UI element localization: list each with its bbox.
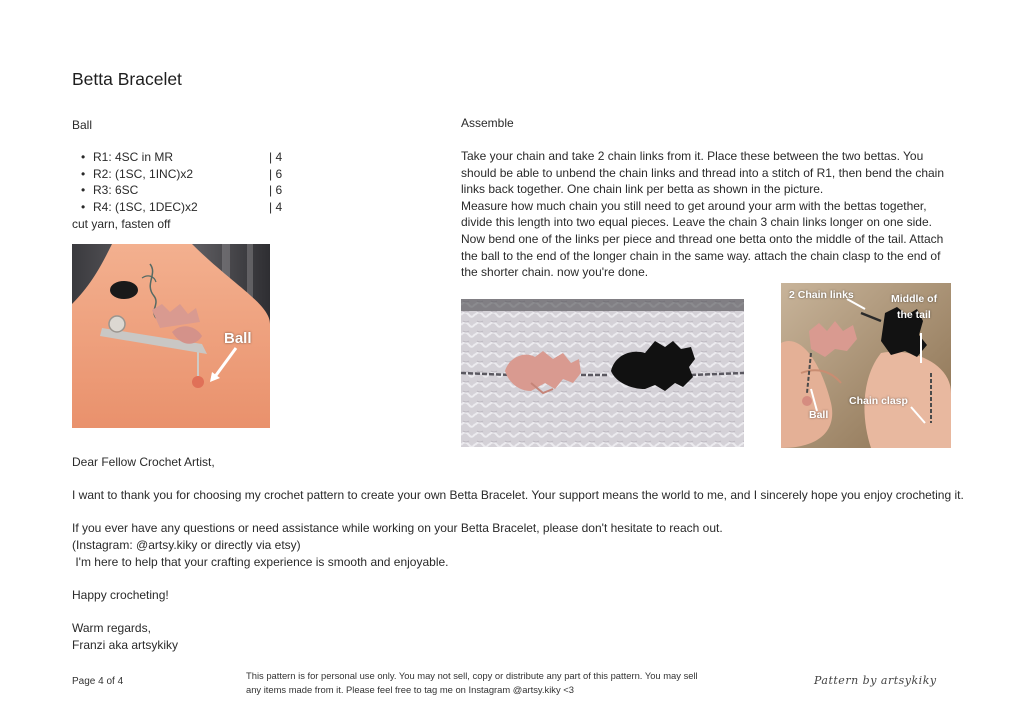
page-title: Betta Bracelet bbox=[72, 69, 182, 89]
row-text: R3: 6SC bbox=[93, 183, 139, 197]
ball-finish-text: cut yarn, fasten off bbox=[72, 217, 171, 231]
letter-greeting: Dear Fellow Crochet Artist, bbox=[72, 455, 215, 469]
ball-heading: Ball bbox=[72, 118, 93, 132]
bracelet-wrist-photo bbox=[72, 244, 270, 428]
list-item: • R2: (1SC, 1INC)x2 | 6 bbox=[81, 166, 283, 181]
letter-regards: Warm regards, bbox=[72, 620, 151, 635]
list-item: • R3: 6SC | 6 bbox=[81, 183, 283, 197]
letter-questions: If you ever have any questions or need assistance while working on your Betta Bracelet, please don't hesitate to reach out. bbox=[72, 521, 723, 536]
row-text: R4: (1SC, 1DEC)x2 bbox=[93, 199, 198, 214]
row-count: | 4 bbox=[269, 150, 283, 164]
usage-note: This pattern is for personal use only. You may not sell, copy or distribute any part of this pattern. You may sell any items made from it. Please feel free to tag me on Instagram @artsy.kiky <3 bbox=[246, 670, 698, 695]
letter-name: Franzi aka artsykiky bbox=[72, 637, 179, 652]
thank-you-letter bbox=[72, 454, 972, 653]
ball-photo-label: Ball bbox=[224, 330, 252, 347]
assembly-hands-photo bbox=[781, 283, 951, 448]
assemble-paragraph-2: Measure how much chain you still need to get around your arm with the bettas together, divide this length into two equal pieces. Leave the chain 3 chain links longer on one side. Now bend one of the links per piece and thread one betta onto the middle of the tail. Attach the ball to the end of the longer chain in the same way. attach the chain clasp to the end of the shorter chain. now you're done. bbox=[461, 198, 944, 280]
assemble-instructions bbox=[461, 148, 953, 281]
list-item: • R4: (1SC, 1DEC)x2 | 4 bbox=[81, 199, 283, 214]
signature-logo: Pattern by artsykiky bbox=[814, 674, 937, 687]
letter-help: I'm here to help that your crafting experience is smooth and enjoyable. bbox=[72, 554, 449, 569]
row-count: | 4 bbox=[269, 199, 283, 214]
row-text: R1: 4SC in MR bbox=[93, 150, 174, 164]
letter-thanks: I want to thank you for choosing my crochet pattern to create your own Betta Bracelet. Your support means the world to me, and I sincerely hope you enjoy crocheting it. bbox=[72, 488, 964, 503]
middle-of-label: Middle of bbox=[891, 293, 938, 305]
page-number: Page 4 of 4 bbox=[72, 676, 124, 687]
row-text: R2: (1SC, 1INC)x2 bbox=[93, 166, 194, 181]
ball-rows-list bbox=[72, 150, 292, 216]
assemble-heading: Assemble bbox=[461, 116, 514, 130]
list-item: • R1: 4SC in MR | 4 bbox=[81, 150, 283, 164]
assemble-paragraph-1: Take your chain and take 2 chain links from it. Place these between the two bettas. You should be able to unbend the chain links and thread into a stitch of R1, then bend the chain links back together. One chain link per betta as shown in the picture. bbox=[461, 149, 945, 197]
ball-label: Ball bbox=[809, 409, 829, 421]
letter-happy: Happy crocheting! bbox=[72, 587, 169, 602]
letter-contact: (Instagram: @artsy.kiky or directly via etsy) bbox=[72, 537, 301, 552]
the-tail-label: the tail bbox=[897, 309, 931, 321]
row-count: | 6 bbox=[269, 166, 283, 181]
row-count: | 6 bbox=[269, 183, 283, 197]
two-bettas-photo bbox=[461, 299, 744, 447]
chain-clasp-label: Chain clasp bbox=[849, 395, 908, 407]
chain-links-label: 2 Chain links bbox=[789, 289, 854, 301]
